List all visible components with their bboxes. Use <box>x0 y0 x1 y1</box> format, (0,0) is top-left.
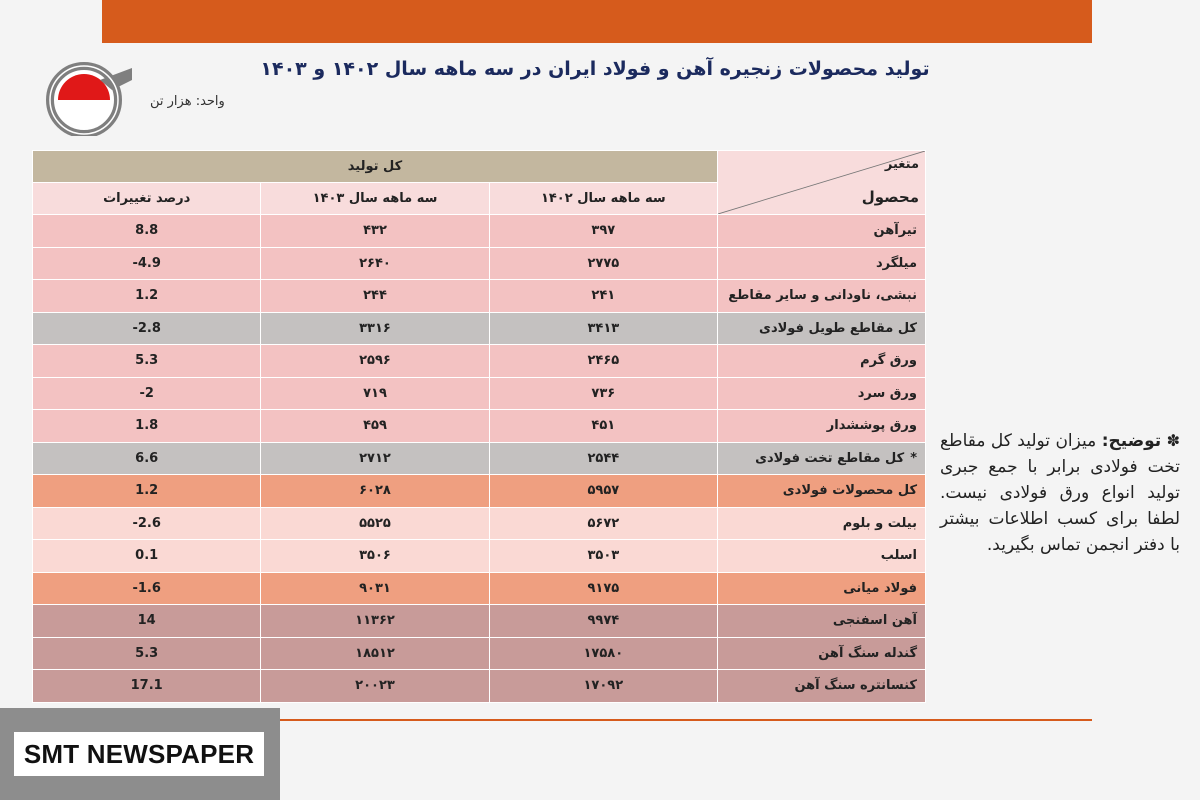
value-1402-cell <box>489 377 717 410</box>
change-percent-cell-text: 0.1 <box>135 548 159 564</box>
table-row <box>33 637 926 670</box>
value-1403-cell-text: ۲۵۹۶ <box>359 353 391 369</box>
column-header-1403: سه ماهه سال ۱۴۰۳ <box>261 183 489 215</box>
change-percent-cell <box>33 540 261 573</box>
product-name-cell <box>718 312 926 345</box>
value-1403-cell-text: ۹۰۳۱ <box>359 580 391 596</box>
change-percent-cell <box>33 670 261 703</box>
change-percent-cell-text: 17.1 <box>130 678 163 694</box>
product-name-cell <box>718 377 926 410</box>
production-table <box>32 150 926 703</box>
product-name-cell-text: آهن اسفنجی <box>832 613 917 629</box>
value-1402-cell <box>489 605 717 638</box>
product-name-cell <box>718 280 926 313</box>
value-1403-cell-text: ۲۶۴۰ <box>359 255 391 271</box>
change-percent-cell <box>33 377 261 410</box>
value-1403-cell <box>261 377 489 410</box>
product-name-cell <box>718 507 926 540</box>
value-1402-cell-text: ۵۹۵۷ <box>587 483 620 499</box>
change-percent-cell <box>33 442 261 475</box>
change-percent-cell <box>33 410 261 443</box>
product-name-cell-text: ورق پوششدار <box>826 418 917 434</box>
value-1402-cell <box>489 540 717 573</box>
brand-footer <box>0 708 280 800</box>
value-1402-cell <box>489 247 717 280</box>
change-percent-cell <box>33 605 261 638</box>
note-text: میزان تولید کل مقاطع تخت فولادی برابر با جمع جبری تولید انواع ورق فولادی نیست. لطفا برای کسب اطلاعات بیشتر با دفتر انجمن تماس بگیرید. <box>940 431 1180 555</box>
product-name-cell-text: کل مقاطع طویل فولادی <box>759 320 917 336</box>
table-row <box>33 475 926 508</box>
value-1402-cell-text: ۳۹۷ <box>591 223 616 239</box>
product-name-cell <box>718 605 926 638</box>
table-row <box>33 670 926 703</box>
value-1403-cell <box>261 410 489 443</box>
note-bullet-icon: ✽ <box>1166 431 1181 450</box>
change-percent-cell-text: 6.6 <box>135 450 159 466</box>
explanation-note <box>940 428 1180 558</box>
value-1403-cell-text: ۴۳۲ <box>363 223 387 239</box>
value-1403-cell-text: ۲۷۱۲ <box>359 450 391 466</box>
value-1402-cell-text: ۳۴۱۳ <box>587 320 620 336</box>
value-1402-cell-text: ۵۶۷۲ <box>587 515 620 531</box>
value-1403-cell <box>261 442 489 475</box>
value-1402-cell-text: ۴۵۱ <box>591 418 616 434</box>
value-1403-cell <box>261 345 489 378</box>
column-header-change-percent: درصد تغییرات <box>33 183 261 215</box>
product-name-cell-text: ورق سرد <box>857 385 917 401</box>
table-row <box>33 247 926 280</box>
product-name-cell-text: نبشی، ناودانی و سایر مقاطع <box>728 288 917 304</box>
brand-name: SMT NEWSPAPER <box>23 739 255 769</box>
association-logo-icon <box>40 60 140 136</box>
value-1403-cell-text: ۵۵۲۵ <box>359 515 391 531</box>
value-1402-cell <box>489 475 717 508</box>
value-1403-cell-text: ۳۵۰۶ <box>359 548 391 564</box>
change-percent-cell-text: 5.3 <box>135 353 159 369</box>
value-1403-cell <box>261 637 489 670</box>
change-percent-cell <box>33 312 261 345</box>
note-label: توضیح: <box>1101 431 1162 451</box>
value-1402-cell-text: ۲۵۴۴ <box>587 450 620 466</box>
page-title: تولید محصولات زنجیره آهن و فولاد ایران در سه ماهه سال ۱۴۰۲ و ۱۴۰۳ <box>260 58 930 80</box>
value-1402-cell <box>489 507 717 540</box>
value-1402-cell <box>489 312 717 345</box>
product-name-cell <box>718 637 926 670</box>
change-percent-cell-text: -2 <box>139 385 154 401</box>
change-percent-cell-text: -1.6 <box>132 580 161 596</box>
value-1403-cell <box>261 670 489 703</box>
value-1403-cell-text: ۶۰۲۸ <box>359 483 391 499</box>
value-1402-cell <box>489 345 717 378</box>
table-row <box>33 442 926 475</box>
value-1403-cell-text: ۷۱۹ <box>363 385 387 401</box>
top-accent-bar <box>102 0 1092 43</box>
value-1403-cell <box>261 247 489 280</box>
value-1403-cell <box>261 507 489 540</box>
value-1402-cell-text: ۳۵۰۳ <box>587 548 620 564</box>
table-row <box>33 410 926 443</box>
change-percent-cell-text: 5.3 <box>135 645 159 661</box>
brand-logo-box <box>14 732 264 776</box>
product-name-cell-text: کل محصولات فولادی <box>782 483 917 499</box>
value-1402-cell-text: ۹۹۷۴ <box>587 613 620 629</box>
value-1402-cell-text: ۲۴۶۵ <box>587 353 620 369</box>
table-header-row <box>33 151 926 183</box>
product-name-cell <box>718 410 926 443</box>
value-1403-cell <box>261 215 489 248</box>
value-1402-cell <box>489 280 717 313</box>
product-name-cell <box>718 215 926 248</box>
change-percent-cell <box>33 345 261 378</box>
column-header-1402: سه ماهه سال ۱۴۰۲ <box>489 183 717 215</box>
value-1403-cell-text: ۲۰۰۲۳ <box>355 678 395 694</box>
value-1402-cell <box>489 670 717 703</box>
table-corner-cell <box>718 151 926 215</box>
product-name-cell-text: میلگرد <box>876 255 917 271</box>
change-percent-cell <box>33 215 261 248</box>
table-row <box>33 605 926 638</box>
change-percent-cell-text: 1.2 <box>135 483 159 499</box>
product-name-cell <box>718 572 926 605</box>
value-1403-cell <box>261 280 489 313</box>
value-1402-cell-text: ۱۷۰۹۲ <box>583 678 624 694</box>
product-name-cell <box>718 540 926 573</box>
value-1403-cell <box>261 312 489 345</box>
table-row <box>33 572 926 605</box>
value-1402-cell <box>489 637 717 670</box>
change-percent-cell-text: -2.6 <box>132 515 161 531</box>
product-name-cell-text: کل مقاطع تخت فولادی <box>755 450 905 466</box>
unit-label: واحد: هزار تن <box>150 94 225 109</box>
value-1403-cell-text: ۴۵۹ <box>363 418 387 434</box>
value-1403-cell-text: ۳۳۱۶ <box>359 320 391 336</box>
change-percent-cell <box>33 507 261 540</box>
value-1402-cell <box>489 410 717 443</box>
product-name-cell-text: ورق گرم <box>860 353 917 369</box>
value-1403-cell <box>261 475 489 508</box>
value-1402-cell-text: ۹۱۷۵ <box>587 580 620 596</box>
change-percent-cell-text: 8.8 <box>135 223 159 239</box>
value-1403-cell-text: ۲۴۴ <box>363 288 387 304</box>
table-row <box>33 507 926 540</box>
change-percent-cell-text: -2.8 <box>132 320 161 336</box>
value-1402-cell-text: ۷۳۶ <box>591 385 616 401</box>
table-row <box>33 215 926 248</box>
header-variable: متغیر <box>884 157 919 172</box>
value-1402-cell-text: ۲۴۱ <box>591 288 616 304</box>
change-percent-cell-text: 1.2 <box>135 288 159 304</box>
product-name-cell-text: کنسانتره سنگ آهن <box>794 678 917 694</box>
value-1402-cell <box>489 215 717 248</box>
product-name-cell <box>718 442 926 475</box>
table-row <box>33 377 926 410</box>
value-1403-cell <box>261 572 489 605</box>
change-percent-cell <box>33 247 261 280</box>
product-name-cell-text: بیلت و بلوم <box>842 515 917 531</box>
value-1403-cell <box>261 605 489 638</box>
value-1402-cell <box>489 572 717 605</box>
product-name-cell <box>718 670 926 703</box>
product-name-cell <box>718 345 926 378</box>
footnote-mark-icon: * <box>910 450 917 466</box>
value-1402-cell-text: ۲۷۷۵ <box>587 255 620 271</box>
product-name-cell-text: اسلب <box>880 548 917 564</box>
value-1403-cell <box>261 540 489 573</box>
table-row <box>33 540 926 573</box>
table-row <box>33 345 926 378</box>
value-1402-cell <box>489 442 717 475</box>
header-total-production: کل تولید <box>33 151 718 183</box>
product-name-cell-text: گندله سنگ آهن <box>818 645 917 661</box>
change-percent-cell <box>33 280 261 313</box>
value-1402-cell-text: ۱۷۵۸۰ <box>583 645 624 661</box>
table-row <box>33 312 926 345</box>
value-1403-cell-text: ۱۱۳۶۲ <box>355 613 395 629</box>
change-percent-cell <box>33 572 261 605</box>
change-percent-cell <box>33 637 261 670</box>
product-name-cell <box>718 247 926 280</box>
change-percent-cell-text: 1.8 <box>135 418 159 434</box>
change-percent-cell-text: 14 <box>137 613 156 629</box>
table-row <box>33 280 926 313</box>
value-1403-cell-text: ۱۸۵۱۲ <box>355 645 395 661</box>
product-name-cell <box>718 475 926 508</box>
change-percent-cell <box>33 475 261 508</box>
product-name-cell-text: فولاد میانی <box>843 580 917 596</box>
change-percent-cell-text: -4.9 <box>132 255 161 271</box>
product-name-cell-text: تیرآهن <box>873 223 917 239</box>
header-product: محصول <box>861 188 919 206</box>
